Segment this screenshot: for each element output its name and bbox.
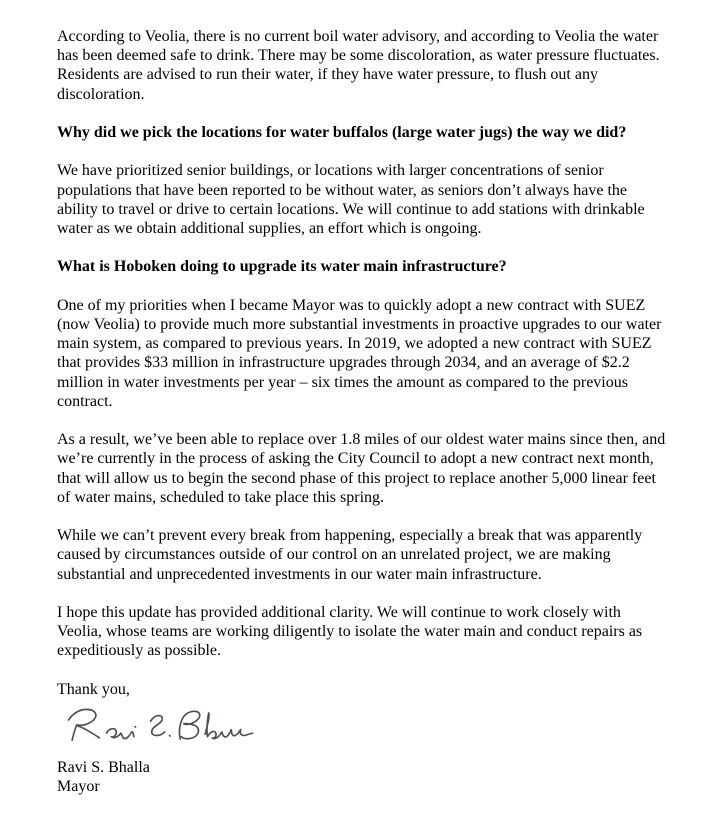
paragraph-break-prevention: While we can’t prevent every break from happening, especially a break that was apparently caused by circumstances outside of our control on an unrelated project, we are making substantial and unprecedented investments in our water main infrastructure. xyxy=(57,527,643,583)
signature-ink-strokes xyxy=(65,701,255,751)
closing-thank-you: Thank you, xyxy=(57,680,130,698)
signer-name: Ravi S. Bhalla xyxy=(57,758,150,776)
signature-image xyxy=(65,701,667,751)
paragraph-update-clarity: I hope this update has provided additional clarity. We will continue to work closely with Veolia, whose teams are working diligently to isolate the water main and conduct repairs as expeditiously as possible. xyxy=(57,603,643,660)
paragraph-senior-priority: We have prioritized senior buildings, or locations with larger concentrations of senior populations that have been reported to be without water, as seniors don’t always have the ability to travel or drive to certain locations. We will continue to add stations with drinkable water as we obtain additional supplies, an effort which is ongoing. xyxy=(57,162,645,237)
paragraph-main-replacement: As a result, we’ve been able to replace over 1.8 miles of our oldest water mains since then, and we’re currently in the process of asking the City Council to adopt a new contract next month, that will allow us to begin the second phase of this project to replace another 5,000 linear feet of water mains, scheduled to take place this spring. xyxy=(57,431,666,506)
paragraph-suez-contract: One of my priorities when I became Mayor was to quickly adopt a new contract with SUEZ (now Veolia) to provide much more substantial investments in proactive upgrades to our water main system, as compared to previous years. In 2019, we adopted a new contract with SUEZ that provides $33 million in infrastructure upgrades through 2034, and an average of $2.2 million in water investments per year – six times the amount as compared to the previous contract. xyxy=(57,296,662,410)
signer-title: Mayor xyxy=(57,778,100,796)
heading-water-buffalo-locations: Why did we pick the locations for water buffalos (large water jugs) the way we did? xyxy=(57,124,627,141)
heading-infrastructure-upgrade: What is Hoboken doing to upgrade its water main infrastructure? xyxy=(57,258,507,276)
paragraph-water-safety: According to Veolia, there is no current boil water advisory, and according to Veolia the water has been deemed safe to drink. There may be some discoloration, as water pressure fluctuates. Residents are advised to run their water, if they have water pressure, to flush out any discoloration. xyxy=(57,28,660,103)
